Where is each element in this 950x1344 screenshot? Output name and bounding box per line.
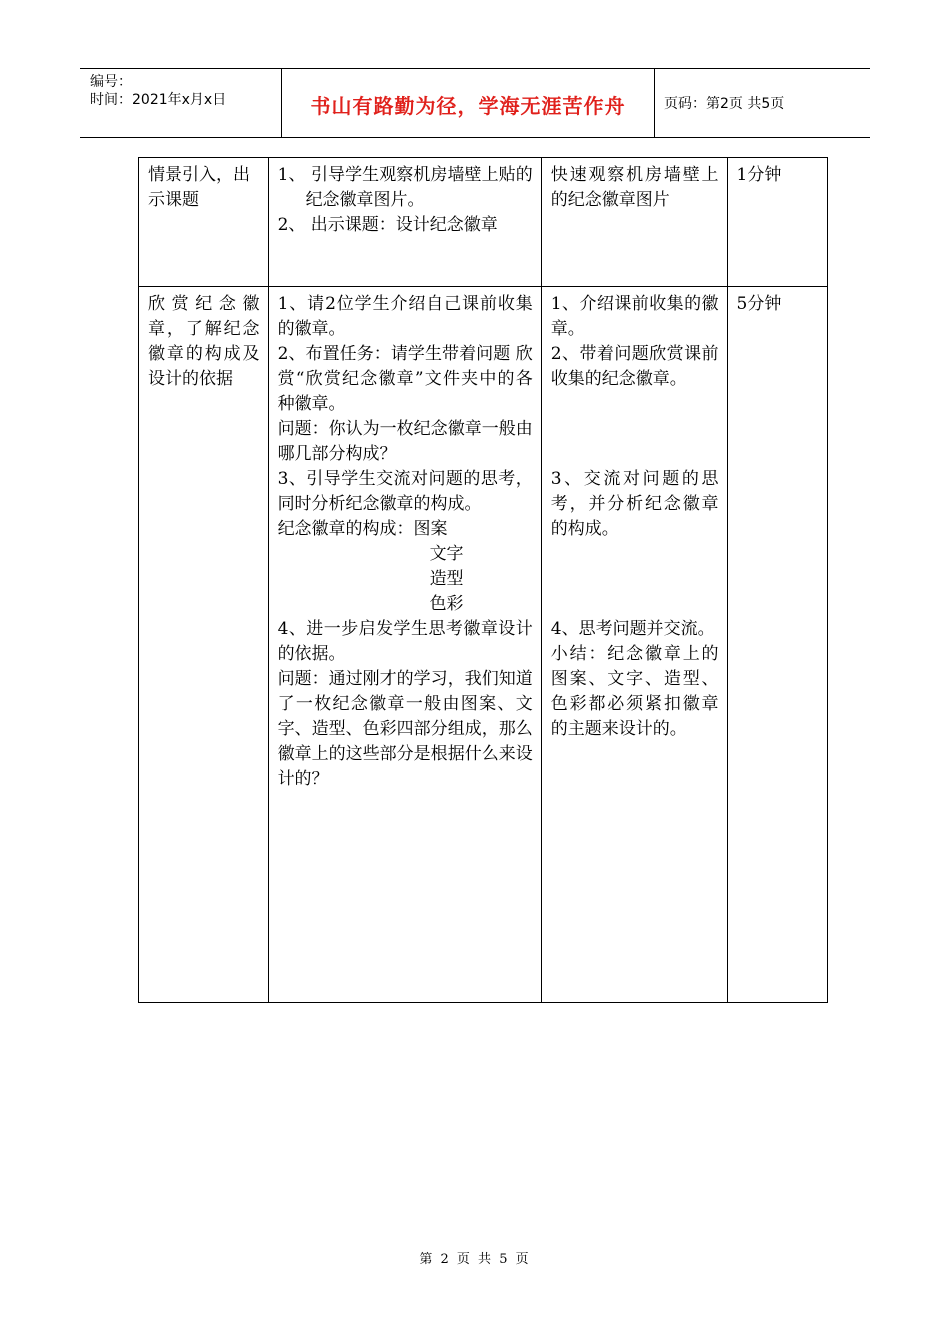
teacher-activity-cell: [268, 158, 541, 287]
student-step: 快速观察机房墙壁上的纪念徽章图片: [550, 165, 719, 210]
student-step: 1、介绍课前收集的徽章。: [550, 294, 719, 339]
stage-cell: [139, 158, 269, 287]
student-summary: 小结：纪念徽章上的图案、文字、造型、色彩都必须紧扣徽章的主题来设计的。: [550, 644, 719, 739]
footer-page-number: 第 2 页 共 5 页: [419, 1252, 531, 1267]
teacher-step: 2、布置任务：请学生带着问题 欣赏“欣赏纪念徽章”文件夹中的各种徽章。: [277, 344, 533, 414]
time-cell: [727, 287, 827, 1003]
teacher-question: 问题：你认为一枚纪念徽章一般由哪几部分构成？: [277, 419, 533, 464]
badge-composition-item: 色彩: [429, 594, 464, 614]
header-meta: [80, 69, 280, 137]
table-row: [139, 287, 828, 1003]
teacher-step: 3、引导学生交流对问题的思考，同时分析纪念徽章的构成。: [277, 469, 533, 514]
teacher-step: 1、请2位学生介绍自己课前收集的徽章。: [277, 294, 533, 339]
stage-text: 欣赏纪念徽章，了解纪念徽章的构成及设计的依据: [148, 294, 260, 389]
teacher-step: 2、 出示课题：设计纪念徽章: [277, 215, 498, 235]
lesson-plan-table: [138, 157, 828, 1003]
stage-text: 情景引入，出示课题: [148, 165, 250, 210]
header-page-info: [664, 69, 870, 137]
teacher-step: 4、进一步启发学生思考徽章设计的依据。: [277, 619, 533, 664]
cell-spacer: [551, 392, 719, 467]
page-info-text: 页码：第2页 共5页: [664, 96, 785, 112]
student-step: 2、带着问题欣赏课前收集的纪念徽章。: [550, 344, 719, 389]
student-step: 4、思考问题并交流。: [550, 619, 715, 639]
document-number-label: 编号：: [90, 74, 132, 90]
page-header: [80, 68, 870, 138]
badge-composition-item: 造型: [429, 569, 464, 589]
teacher-step: 1、 引导学生观察机房墙壁上贴的纪念徽章图片。: [277, 165, 533, 210]
time-text: 5分钟: [736, 294, 782, 314]
header-motto-cell: [281, 69, 655, 137]
teacher-activity-cell: [268, 287, 541, 1003]
table-row: [139, 158, 828, 287]
document-date-label: 时间：2021年x月x日: [90, 92, 227, 108]
cell-spacer: [551, 542, 719, 617]
time-text: 1分钟: [736, 165, 782, 185]
student-activity-cell: [541, 158, 727, 287]
student-activity-cell: [541, 287, 727, 1003]
student-step: 3、交流对问题的思考，并分析纪念徽章的构成。: [550, 469, 719, 539]
stage-cell: [139, 287, 269, 1003]
page-footer: [0, 1248, 950, 1267]
time-cell: [727, 158, 827, 287]
badge-composition-label: 纪念徽章的构成：图案: [277, 519, 448, 539]
badge-composition-item: 文字: [429, 544, 464, 564]
header-motto: 书山有路勤为径，学海无涯苦作舟: [310, 93, 626, 118]
teacher-question: 问题：通过刚才的学习，我们知道了一枚纪念徽章一般由图案、文字、造型、色彩四部分组成，那么徽章上的这些部分是根据什么来设计的？: [277, 669, 533, 789]
